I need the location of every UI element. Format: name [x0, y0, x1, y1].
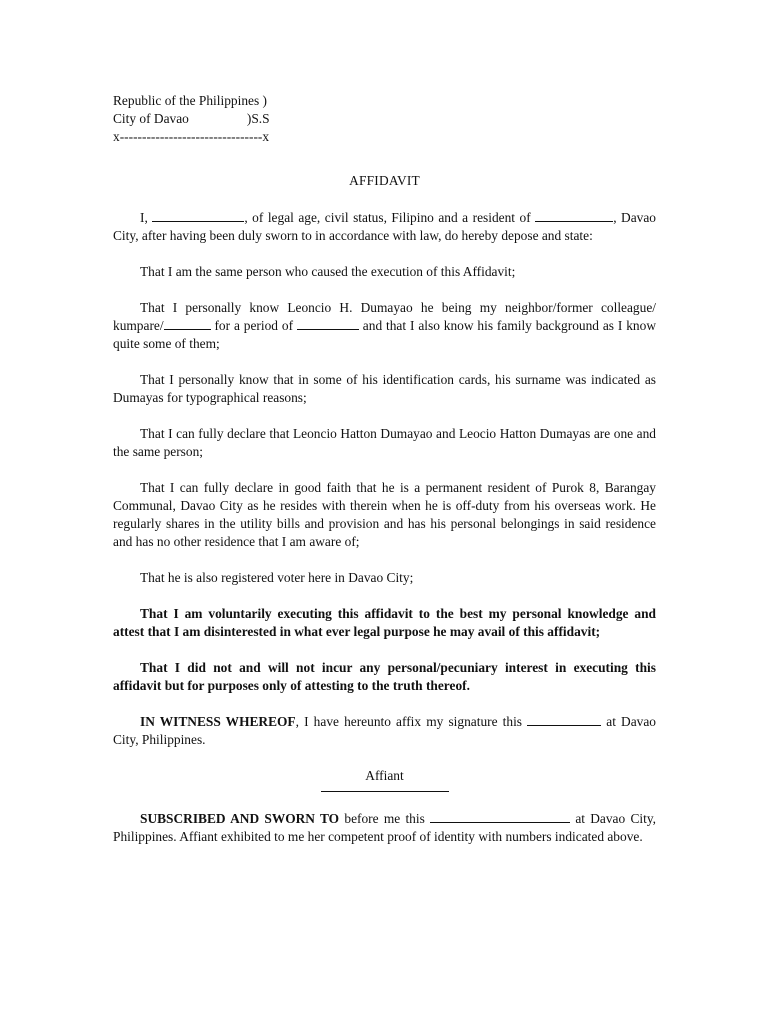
relationship-blank: [164, 317, 211, 330]
period-blank: [297, 317, 359, 330]
document-title: AFFIDAVIT: [349, 173, 420, 188]
affiant-signature-line: [321, 791, 449, 792]
paragraph-identification-cards: That I personally know that in some of his identification cards, his surname was indicated as Dumayas for typographical reasons;: [113, 372, 656, 405]
intro-text-1: I,: [140, 210, 148, 225]
name-blank: [152, 209, 244, 222]
affidavit-document: [113, 92, 656, 846]
venue-city-name: City of Davao: [113, 111, 189, 126]
signature-date-blank: [527, 713, 601, 726]
intro-text-2: , of legal age, civil status, Filipino and a resident of: [244, 210, 531, 225]
witness-whereof-heading: IN WITNESS WHEREOF: [140, 714, 296, 729]
venue-city: [113, 110, 656, 128]
know-text-1: That I personally know Leoncio H. Dumayao he being my neighbor/former colleague/ kumpare/: [113, 300, 656, 333]
paragraph-witness-whereof: [113, 713, 656, 749]
paragraph-voluntary-execution: That I am voluntarily executing this affidavit to the best my personal knowledge and attest that I am disinterested in what ever legal purpose he may avail of this affidavit;: [113, 606, 656, 639]
venue-divider: x--------------------------------x: [113, 129, 270, 144]
witness-text-1: , I have hereunto affix my signature this: [295, 714, 528, 729]
venue-ss: )S.S: [246, 111, 270, 126]
paragraph-personally-know: [113, 299, 656, 353]
know-text-2: for a period of: [210, 318, 297, 333]
subscribed-text-1: before me this: [339, 811, 431, 826]
paragraph-introduction: [113, 209, 656, 245]
intro-text-3: , Davao City, after having been duly sworn to in accordance with law, do hereby depose and state:: [113, 210, 656, 243]
sworn-date-blank: [430, 810, 570, 823]
affiant-label: Affiant: [365, 768, 404, 783]
paragraph-subscribed-sworn: [113, 810, 656, 846]
subscribed-text-2: at Davao City, Philippines. Affiant exhibited to me her competent proof of identity with numbers indicated above.: [113, 811, 657, 844]
subscribed-heading: SUBSCRIBED AND SWORN TO: [140, 811, 340, 826]
venue-republic: Republic of the Philippines ): [113, 93, 267, 108]
witness-text-2: at Davao City, Philippines.: [113, 714, 657, 747]
paragraph-same-person-names: That I can fully declare that Leoncio Hatton Dumayao and Leocio Hatton Dumayas are one and the same person;: [113, 426, 656, 459]
paragraph-residence: That I can fully declare in good faith that he is a permanent resident of Purok 8, Barangay Communal, Davao City as he resides with therein when he is off-duty from his overseas work. He regularly shares in the utility bills and provision and has his personal belongings in said residence and has no other residence that I am aware of;: [113, 480, 656, 549]
paragraph-no-interest: That I did not and will not incur any personal/pecuniary interest in executing this affidavit but for purposes only of attesting to the truth thereof.: [113, 660, 656, 693]
know-text-3: and that I also know his family background as I know quite some of them;: [113, 318, 656, 351]
paragraph-same-person: That I am the same person who caused the execution of this Affidavit;: [140, 264, 516, 279]
residence-blank: [535, 209, 613, 222]
paragraph-registered-voter: That he is also registered voter here in Davao City;: [140, 570, 414, 585]
